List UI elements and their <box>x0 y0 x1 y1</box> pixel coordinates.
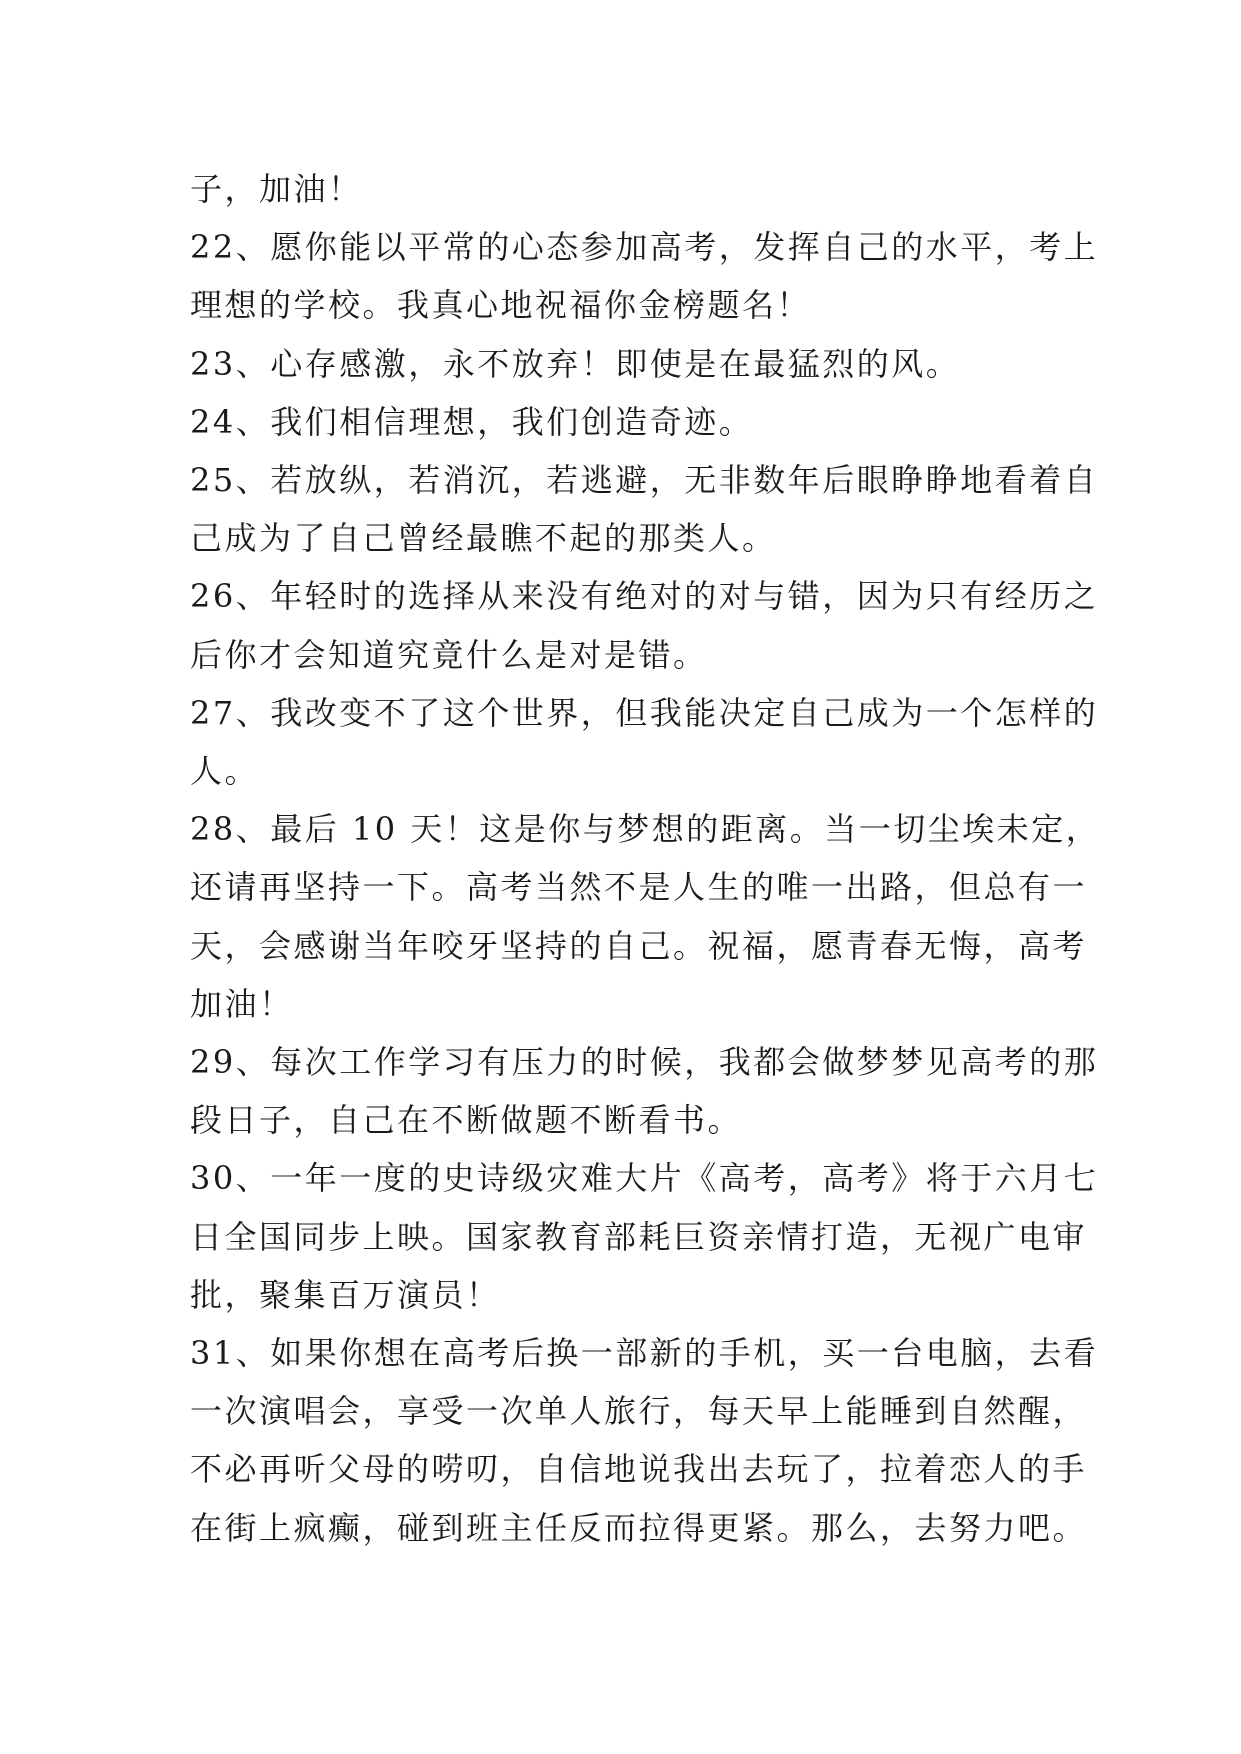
document-body <box>190 160 1101 1557</box>
text-line: 29、每次工作学习有压力的时候，我都会做梦梦见高考的那 <box>190 1043 1099 1082</box>
text-line: 还请再坚持一下。高考当然不是人生的唯一出路，但总有一 <box>190 868 1088 907</box>
text-line: 日全国同步上映。国家教育部耗巨资亲情打造，无视广电审 <box>190 1217 1088 1256</box>
text-line: 一次演唱会，享受一次单人旅行，每天早上能睡到自然醒， <box>190 1392 1088 1431</box>
text-line: 人。 <box>190 752 260 791</box>
text-line: 24、我们相信理想，我们创造奇迹。 <box>190 402 754 441</box>
text-line: 31、如果你想在高考后换一部新的手机，买一台电脑，去看 <box>190 1334 1099 1373</box>
text-line: 27、我改变不了这个世界，但我能决定自己成为一个怎样的 <box>190 693 1099 732</box>
text-line: 己成为了自己曾经最瞧不起的那类人。 <box>190 519 777 558</box>
text-line: 段日子，自己在不断做题不断看书。 <box>190 1101 743 1140</box>
text-line: 在街上疯癫，碰到班主任反而拉得更紧。那么，去努力吧。 <box>190 1508 1088 1547</box>
text-line: 28、最后 10 天！这是你与梦想的距离。当一切尘埃未定， <box>190 810 1101 849</box>
text-line: 23、心存感激，永不放弃！即使是在最猛烈的风。 <box>190 344 961 383</box>
text-line: 22、愿你能以平常的心态参加高考，发挥自己的水平，考上 <box>190 228 1099 267</box>
text-line: 理想的学校。我真心地祝福你金榜题名！ <box>190 286 812 325</box>
text-line: 25、若放纵，若消沉，若逃避，无非数年后眼睁睁地看着自 <box>190 461 1099 500</box>
text-line: 天，会感谢当年咬牙坚持的自己。祝福，愿青春无悔，高考 <box>190 926 1088 965</box>
text-line: 不必再听父母的唠叨，自信地说我出去玩了，拉着恋人的手 <box>190 1450 1088 1489</box>
text-line: 加油！ <box>190 984 294 1023</box>
text-line: 30、一年一度的史诗级灾难大片《高考，高考》将于六月七 <box>190 1159 1099 1198</box>
text-line: 子，加油！ <box>190 170 363 208</box>
text-line: 批，聚集百万演员！ <box>190 1275 501 1314</box>
text-line: 后你才会知道究竟什么是对是错。 <box>190 635 708 674</box>
text-line: 26、年轻时的选择从来没有绝对的对与错，因为只有经历之 <box>190 577 1099 616</box>
